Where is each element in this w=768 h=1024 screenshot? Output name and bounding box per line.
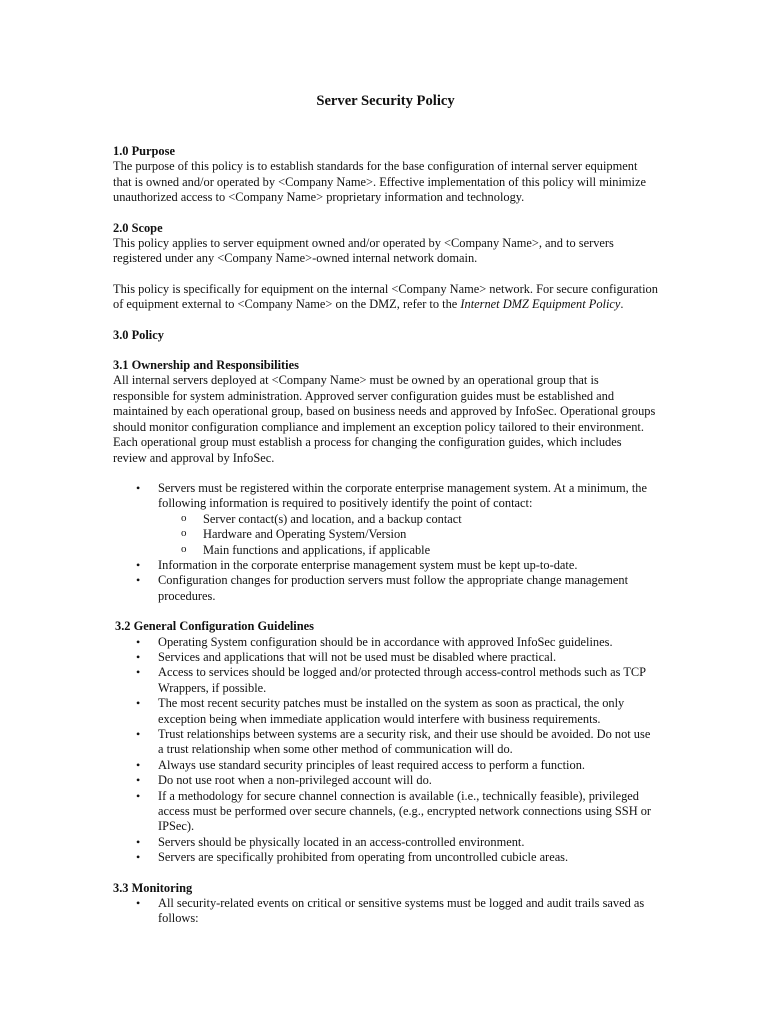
scope-paragraph-1: This policy applies to server equipment owned and/or operated by <Company Name>, and to servers registered under any <Company Name>-owned internal network domain. [113, 236, 614, 266]
list-item: • If a methodology for secure channel connection is available (i.e., technically feasible), privileged access must be performed over secure channels, (e.g., encrypted network connections using SSH or IPSec). [158, 789, 658, 835]
list-item-text: Servers must be registered within the corporate enterprise management system. At a minimum, the following information is required to positively identify the point of contact: [158, 480, 647, 511]
section-heading-purpose: 1.0 Purpose [113, 144, 175, 158]
list-item: • All security-related events on critical or sensitive systems must be logged and audit trails saved as follows: [158, 896, 658, 927]
list-item: • Access to services should be logged and/or protected through access-control methods such as TCP Wrappers, if possible. [158, 665, 658, 696]
list-item: • Services and applications that will not be used must be disabled where practical. [158, 650, 658, 665]
list-item: • Operating System configuration should be in accordance with approved InfoSec guidelines. [158, 635, 658, 650]
sub-list-item: o Server contact(s) and location, and a backup contact [203, 512, 658, 527]
list-item: • The most recent security patches must be installed on the system as soon as practical, the only exception being when immediate application would interfere with business requirements. [158, 696, 658, 727]
general-config-bullet-list [113, 635, 658, 866]
contact-info-sublist [158, 512, 658, 558]
sub-list-item: o Main functions and applications, if applicable [203, 543, 658, 558]
list-item: • Always use standard security principles of least required access to perform a function. [158, 758, 658, 773]
list-item: • Configuration changes for production servers must follow the appropriate change management procedures. [158, 573, 658, 604]
section-heading-ownership: 3.1 Ownership and Responsibilities [113, 358, 299, 373]
dmz-policy-reference: Internet DMZ Equipment Policy [460, 297, 621, 312]
purpose-paragraph: The purpose of this policy is to establish standards for the base configuration of internal server equipment that is owned and/or operated by <Company Name>. Effective implementation of this policy will minimize unauthorized access to <Company Name> proprietary information and technology. [113, 159, 646, 205]
scope-paragraph-2-text: This policy is specifically for equipment on the internal <Company Name> network. For secure configuration of equipment external to <Company Name> on the DMZ, refer to the [113, 281, 658, 312]
page-title: Server Security Policy [316, 93, 455, 109]
list-item: • Information in the corporate enterprise management system must be kept up-to-date. [158, 558, 658, 573]
section-heading-scope: 2.0 Scope [113, 220, 163, 235]
scope-paragraph-2-end: . [620, 297, 624, 312]
sub-list-item: o Hardware and Operating System/Version [203, 527, 658, 542]
list-item: • Servers are specifically prohibited from operating from uncontrolled cubicle areas. [158, 850, 658, 865]
monitoring-bullet-list [113, 896, 658, 927]
section-heading-general-config: 3.2 General Configuration Guidelines [115, 619, 314, 634]
ownership-paragraph: All internal servers deployed at <Company Name> must be owned by an operational group that is responsible for system administration. Approved server configuration guides must be established and maintained by each operational group, based on business needs and approved by InfoSec. Operational groups should monitor configuration compliance and implement an exception policy tailored to their environment. Each operational group must establish a process for changing the configuration guides, which includes review and approval by InfoSec. [113, 373, 656, 465]
section-heading-policy: 3.0 Policy [113, 327, 164, 342]
scope-paragraph-2 [113, 282, 658, 313]
list-item: • Trust relationships between systems are a security risk, and their use should be avoided. Do not use a trust relationship when some other method of communication will do. [158, 727, 658, 758]
ownership-bullet-list [113, 481, 658, 604]
list-item: • Do not use root when a non-privileged account will do. [158, 773, 658, 788]
list-item [158, 481, 658, 558]
section-heading-monitoring: 3.3 Monitoring [113, 880, 193, 895]
list-item: • Servers should be physically located in an access-controlled environment. [158, 835, 658, 850]
